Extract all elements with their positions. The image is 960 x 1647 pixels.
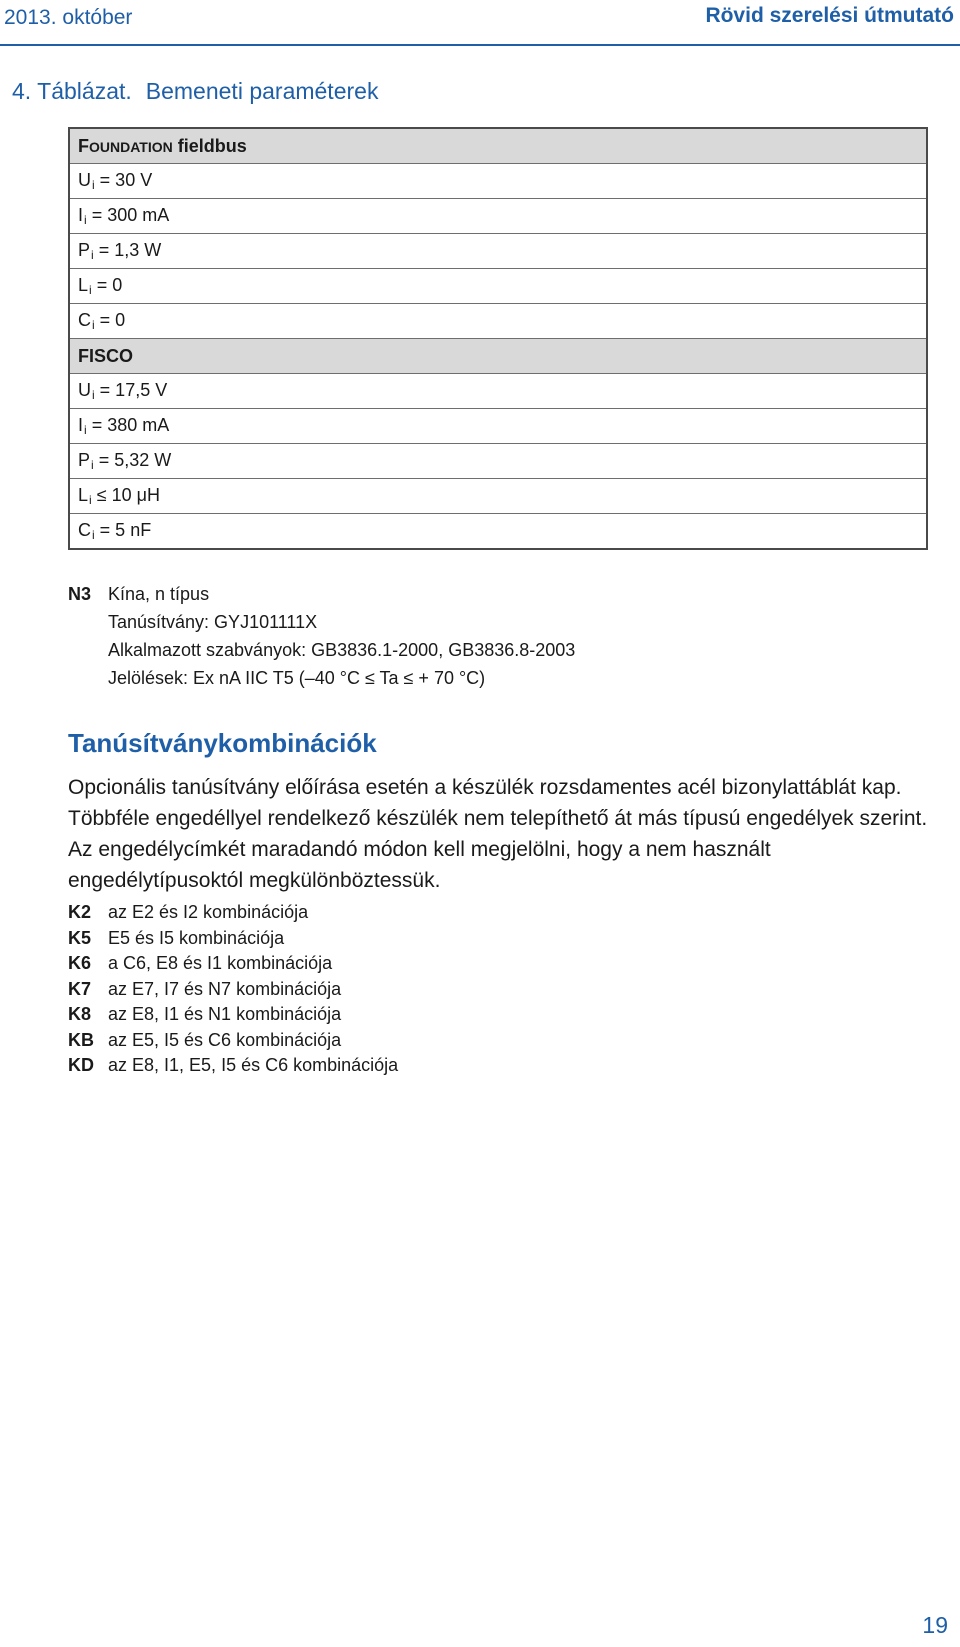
list-item: [68, 1053, 398, 1079]
page-header: [0, 0, 960, 48]
table-title: Bemeneti paraméterek: [145, 78, 379, 104]
table-row: $I_i = 380$ mA: [69, 409, 927, 444]
header-date: 2013. október: [4, 6, 133, 29]
certification-code: N3: [68, 584, 92, 604]
section-label: FISCO: [69, 339, 927, 374]
header-title: Rövid szerelési útmutató: [705, 4, 954, 27]
table-section-fisco: [69, 339, 927, 374]
list-item: [68, 977, 398, 1003]
list-item: [68, 951, 398, 977]
table-row: $P_i = 5,32$ W: [69, 444, 927, 479]
table-row: $C_i = 0$: [69, 304, 927, 339]
table-row: $U_i = 17,5$ V: [69, 374, 927, 409]
table-row: $P_i = 1,3$ W: [69, 234, 927, 269]
combination-text: az E5, I5 és C6 kombinációja: [108, 1029, 342, 1050]
certification-line: Tanúsítvány: GYJ101111X: [108, 612, 318, 632]
list-item: [68, 900, 398, 926]
combination-text: az E8, I1, E5, I5 és C6 kombinációja: [108, 1055, 399, 1075]
combinations-list: [68, 900, 398, 1079]
list-item: [68, 926, 398, 952]
certification-line: Alkalmazott szabványok: GB3836.1-2000, GB3836.8-2003: [108, 640, 576, 660]
combination-text: az E2 és I2 kombinációja: [108, 902, 309, 922]
certification-line: Jelölések: Ex nA IIC T5 (–40 °C ≤ Ta ≤ + 70 °C): [108, 668, 486, 688]
combination-code: KD: [68, 1055, 94, 1075]
input-parameters-table: [68, 127, 928, 550]
list-item: [68, 1028, 398, 1054]
combinations-intro: Opcionális tanúsítvány előírása esetén a készülék rozsdamentes acél bizonylattáblát kap. Többféle engedéllyel rendelkező készülék nem telepíthető át más típusú engedélyek szerint. Az engedélycímkét maradandó módon kell megjelölni, hogy a nem használt engedélytípusoktól megkülönböztessük.: [68, 776, 928, 892]
combination-code: K8: [68, 1004, 92, 1024]
header-rule: [0, 44, 960, 46]
combination-text: a C6, E8 és I1 kombinációja: [108, 953, 333, 973]
combination-code: K2: [68, 902, 92, 922]
table-row: $C_i = 5$ nF: [69, 514, 927, 550]
table-number: 4. Táblázat.: [12, 78, 132, 104]
certification-details: [108, 580, 575, 692]
certification-line: Kína, n típus: [108, 584, 210, 604]
combination-text: az E7, I7 és N7 kombinációja: [108, 978, 342, 999]
section-label: FOUNDATION fieldbus: [69, 128, 927, 164]
list-item: [68, 1002, 398, 1028]
table-row: $L_i \le 10$ μH: [69, 479, 927, 514]
combinations-heading: Tanúsítványkombinációk: [68, 728, 377, 758]
page-number: 19: [922, 1612, 948, 1638]
combination-text: az E8, I1 és N1 kombinációja: [108, 1004, 342, 1024]
table-caption: [12, 78, 378, 105]
combination-code: KB: [68, 1029, 94, 1050]
table-row: $I_i = 300$ mA: [69, 199, 927, 234]
combination-code: K7: [68, 978, 92, 999]
certification-n3: [68, 580, 575, 692]
combination-code: K6: [68, 953, 92, 973]
combination-text: E5 és I5 kombinációja: [108, 927, 285, 948]
table-row: $L_i = 0$: [69, 269, 927, 304]
combination-code: K5: [68, 927, 92, 948]
table-section-foundation-fieldbus: [69, 128, 927, 164]
table-row: $U_i = 30$ V: [69, 164, 927, 199]
